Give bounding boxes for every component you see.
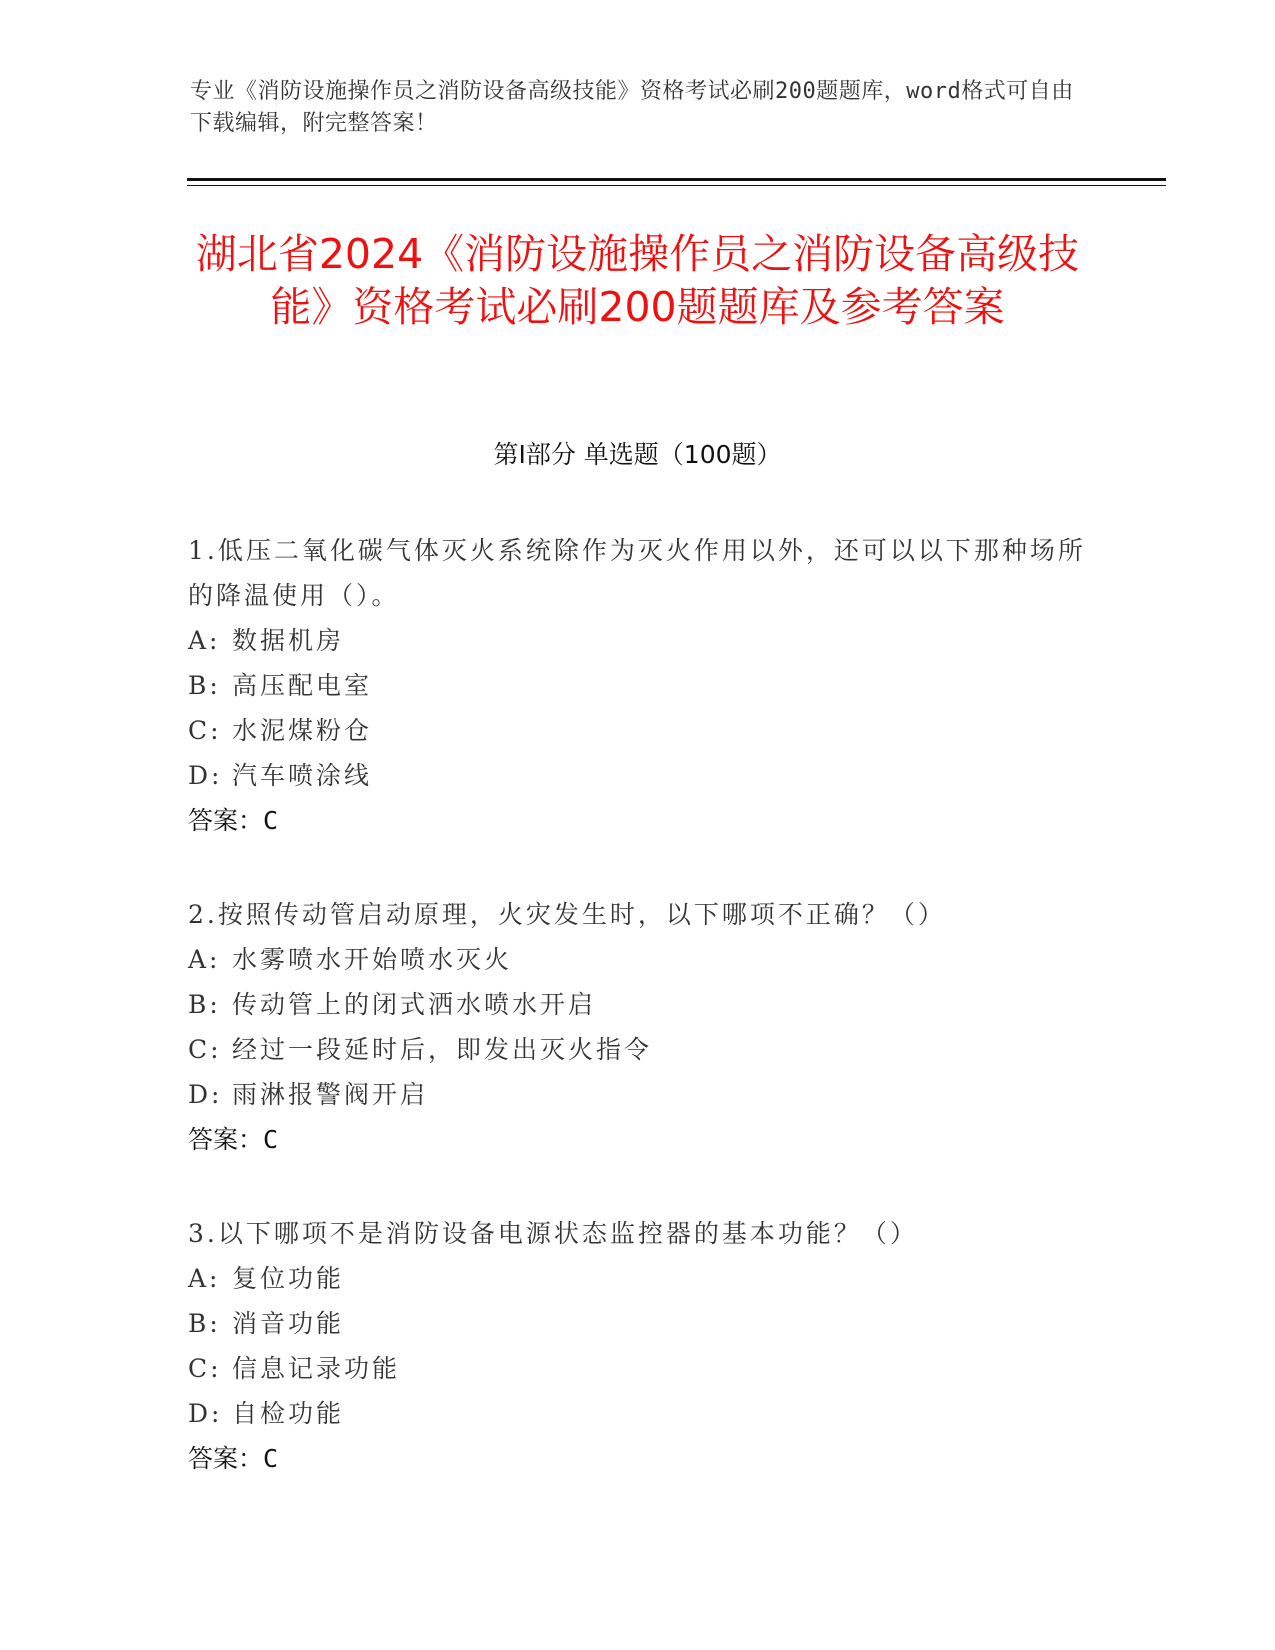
option-d: [188, 1391, 1088, 1436]
answer-label: 答案：: [188, 1444, 264, 1473]
option-a: [188, 618, 1088, 663]
option-a: [188, 937, 1088, 982]
header-divider-thick: [187, 178, 1166, 181]
option-text: 消音功能: [232, 1309, 345, 1338]
question-1: [188, 528, 1088, 843]
option-letter: D:: [188, 1080, 223, 1109]
question-stem: 2.按照传动管启动原理，火灾发生时，以下哪项不正确？（）: [188, 900, 946, 929]
option-text: 数据机房: [232, 626, 345, 655]
option-letter: C:: [188, 716, 222, 745]
option-letter: D:: [188, 1399, 223, 1428]
option-d: [188, 1072, 1088, 1117]
option-letter: B:: [188, 1309, 221, 1338]
answer-line: [188, 1117, 1088, 1162]
option-text: 复位功能: [232, 1264, 345, 1293]
section-heading: 第Ⅰ部分 单选题（100题）: [493, 440, 782, 469]
option-text: 自检功能: [232, 1399, 345, 1428]
option-text: 高压配电室: [232, 671, 373, 700]
option-letter: B:: [188, 671, 221, 700]
option-text: 信息记录功能: [232, 1354, 401, 1383]
option-text: 经过一段延时后，即发出灭火指令: [232, 1035, 653, 1064]
option-text: 汽车喷涂线: [232, 761, 373, 790]
option-letter: A:: [188, 1264, 221, 1293]
option-b: [188, 1301, 1088, 1346]
answer-line: [188, 1436, 1088, 1481]
option-c: [188, 708, 1088, 753]
option-b: [188, 663, 1088, 708]
option-letter: A:: [188, 945, 221, 974]
option-c: [188, 1346, 1088, 1391]
option-text: 水泥煤粉仓: [232, 716, 373, 745]
answer-value: C: [263, 1125, 279, 1154]
option-b: [188, 982, 1088, 1027]
option-text: 水雾喷水开始喷水灭火: [232, 945, 513, 974]
document-title: 湖北省2024《消防设施操作员之消防设备高级技能》资格考试必刷200题题库及参考答案: [195, 230, 1080, 331]
question-list: [188, 528, 1088, 1530]
answer-line: [188, 798, 1088, 843]
question-3: [188, 1211, 1088, 1481]
option-letter: B:: [188, 990, 221, 1019]
question-stem: 1.低压二氧化碳气体灭火系统除作为灭火作用以外，还可以以下那种场所的降温使用（）。: [188, 536, 1086, 610]
option-letter: A:: [188, 626, 221, 655]
option-letter: C:: [188, 1035, 222, 1064]
question-2: [188, 892, 1088, 1162]
answer-label: 答案：: [188, 806, 264, 835]
header-note: 专业《消防设施操作员之消防设备高级技能》资格考试必刷200题题库，word格式可自由下载编辑，附完整答案！: [190, 79, 1074, 136]
option-d: [188, 753, 1088, 798]
option-letter: D:: [188, 761, 223, 790]
option-text: 雨淋报警阀开启: [232, 1080, 429, 1109]
option-a: [188, 1256, 1088, 1301]
option-text: 传动管上的闭式洒水喷水开启: [232, 990, 597, 1019]
answer-value: C: [263, 806, 279, 835]
header-divider-thin: [187, 185, 1166, 186]
question-stem: 3.以下哪项不是消防设备电源状态监控器的基本功能？（）: [188, 1219, 918, 1248]
answer-value: C: [263, 1444, 279, 1473]
option-c: [188, 1027, 1088, 1072]
answer-label: 答案：: [188, 1125, 264, 1154]
option-letter: C:: [188, 1354, 222, 1383]
